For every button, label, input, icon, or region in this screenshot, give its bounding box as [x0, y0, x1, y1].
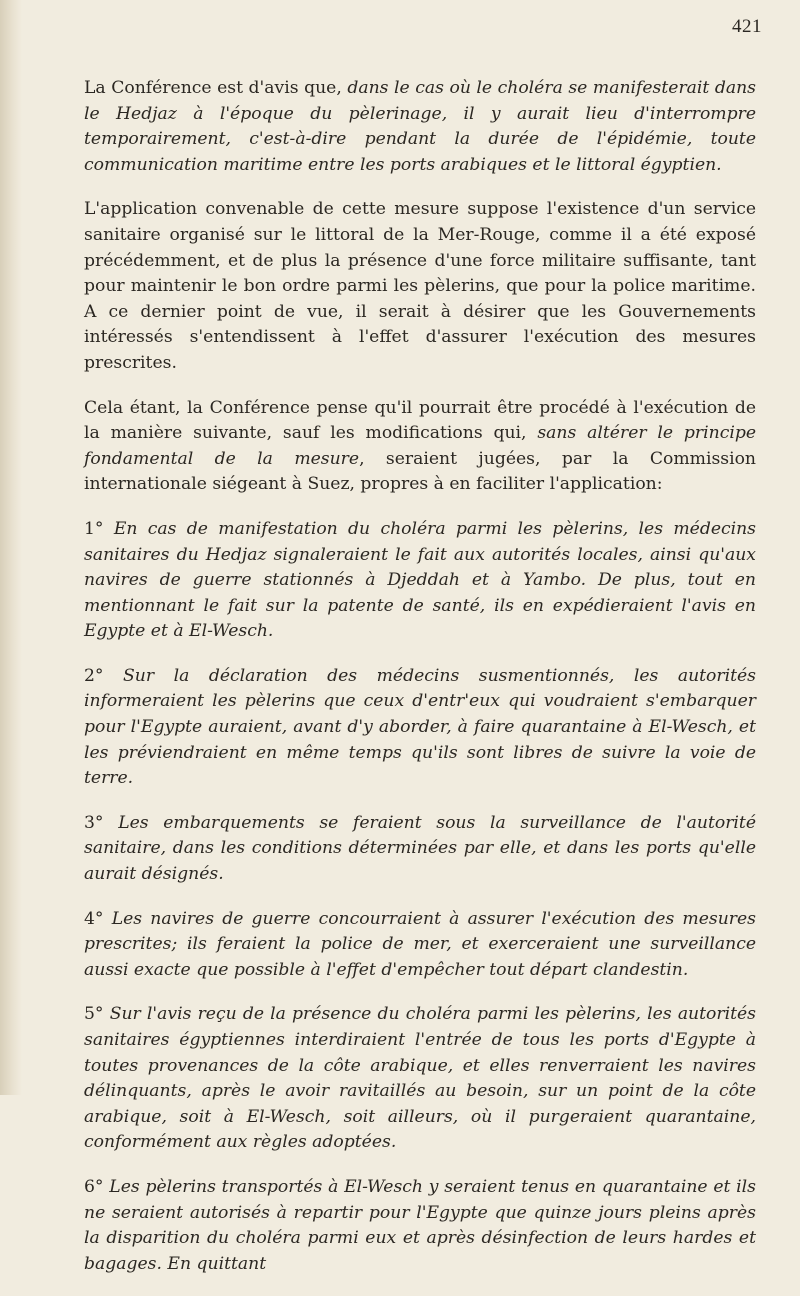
paragraph-1-lead: La Conférence est d'avis que,: [84, 78, 348, 98]
list-item-4: [84, 907, 756, 984]
list-item-number: 4°: [84, 908, 112, 929]
list-item-5: [84, 1002, 756, 1156]
paragraph-1-italic: dans le cas où le choléra se manifesterait dans le Hedjaz à l'époque du pèlerinage, il y aurait lieu d'interrompre temporairement, c'est-à-dire pendant la durée de l'épidémie, toute communication maritime entre les ports arabiques et le littoral égyptien.: [84, 78, 756, 175]
document-body: [84, 76, 756, 1296]
list-item-text: En cas de manifestation du choléra parmi les pèlerins, les médecins sanitaires du Hedjaz signaleraient le fait aux autorités locales, ainsi qu'aux navires de guerre stationnés à Djeddah et à Yambo. De plus, tout en mentionnant le fait sur la patente de santé, ils en expédieraient l'avis en Egypte et à El-Wesch.: [84, 518, 757, 642]
list-item-number: 1°: [84, 518, 114, 539]
list-item-number: 5°: [84, 1004, 110, 1025]
list-item-text: Les embarquements se feraient sous la surveillance de l'autorité sanitaire, dans les conditions déterminées par elle, et dans les ports qu'elle aurait désignés.: [84, 812, 757, 885]
list-item-text: Les navires de guerre concourraient à assurer l'exécution des mesures prescrites; ils feraient la police de mer, et exerceraient une surveillance aussi exacte que possible à l'effet d'empêcher tout départ clandestin.: [84, 908, 757, 980]
list-item-text: Sur l'avis reçu de la présence du choléra parmi les pèlerins, les autorités sanitaires égyptiennes interdiraient l'entrée de tous les ports d'Egypte à toutes provenances de la côte arabique, et elles renverraient les navires délinquants, après le avoir ravitaillés au besoin, sur un point de la côte arabique, soit à El-Wesch, soit ailleurs, où il purgeraient quarantaine, conformément aux règles adoptées.: [84, 1004, 756, 1153]
paragraph-2: L'application convenable de cette mesure suppose l'existence d'un service sanitaire organisé sur le littoral de la Mer-Rouge, comme il a été exposé précédemment, et de plus la présence d'une force militaire suffisante, tant pour maintenir le bon ordre parmi les pèlerins, que pour la police maritime. A ce dernier point de vue, il serait à désirer que les Gouvernements intéressés s'entendissent à l'effet d'assurer l'exécution des mesures prescrites.: [84, 199, 756, 373]
list-item-3: [84, 811, 756, 888]
list-item-text: Sur la déclaration des médecins susmentionnés, les autorités informeraient les pèlerins que ceux d'entr'eux qui voudraient s'embarquer pour l'Egypte auraient, avant d'y aborder, à faire quarantaine à El-Wesch, et les préviendraient en même temps qu'ils sont libres de suivre la voie de terre.: [84, 665, 757, 789]
list-item-number: 2°: [84, 665, 124, 686]
list-item-6: [84, 1175, 756, 1277]
list-item-2: [84, 664, 756, 792]
paragraph-3-tail: , seraient jugées, par la Commission internationale siégeant à Suez, propres à en faciliter l'application:: [84, 448, 757, 495]
page-edge-shadow: [0, 0, 22, 1095]
list-item-number: 6°: [84, 1176, 110, 1197]
paragraph-3: [84, 396, 756, 498]
page-number: 421: [732, 16, 762, 37]
list-item-1: [84, 517, 756, 645]
list-item-text: Les pèlerins transportés à El-Wesch y seraient tenus en quarantaine et ils ne seraient autorisés à repartir pour l'Egypte que quinze jours pleins après la disparition du choléra parmi eux et après désinfection de leurs hardes et bagages. En quittant: [84, 1176, 756, 1274]
paragraph-3-lead: Cela étant, la Conférence pense qu'il pourrait être procédé à l'exécution de la manière suivante, sauf les modifications qui,: [84, 397, 756, 444]
paragraph-1: [84, 76, 756, 178]
list-item-number: 3°: [84, 812, 119, 833]
paragraph-3-italic: sans altérer le principe fondamental de la mesure: [84, 423, 756, 469]
